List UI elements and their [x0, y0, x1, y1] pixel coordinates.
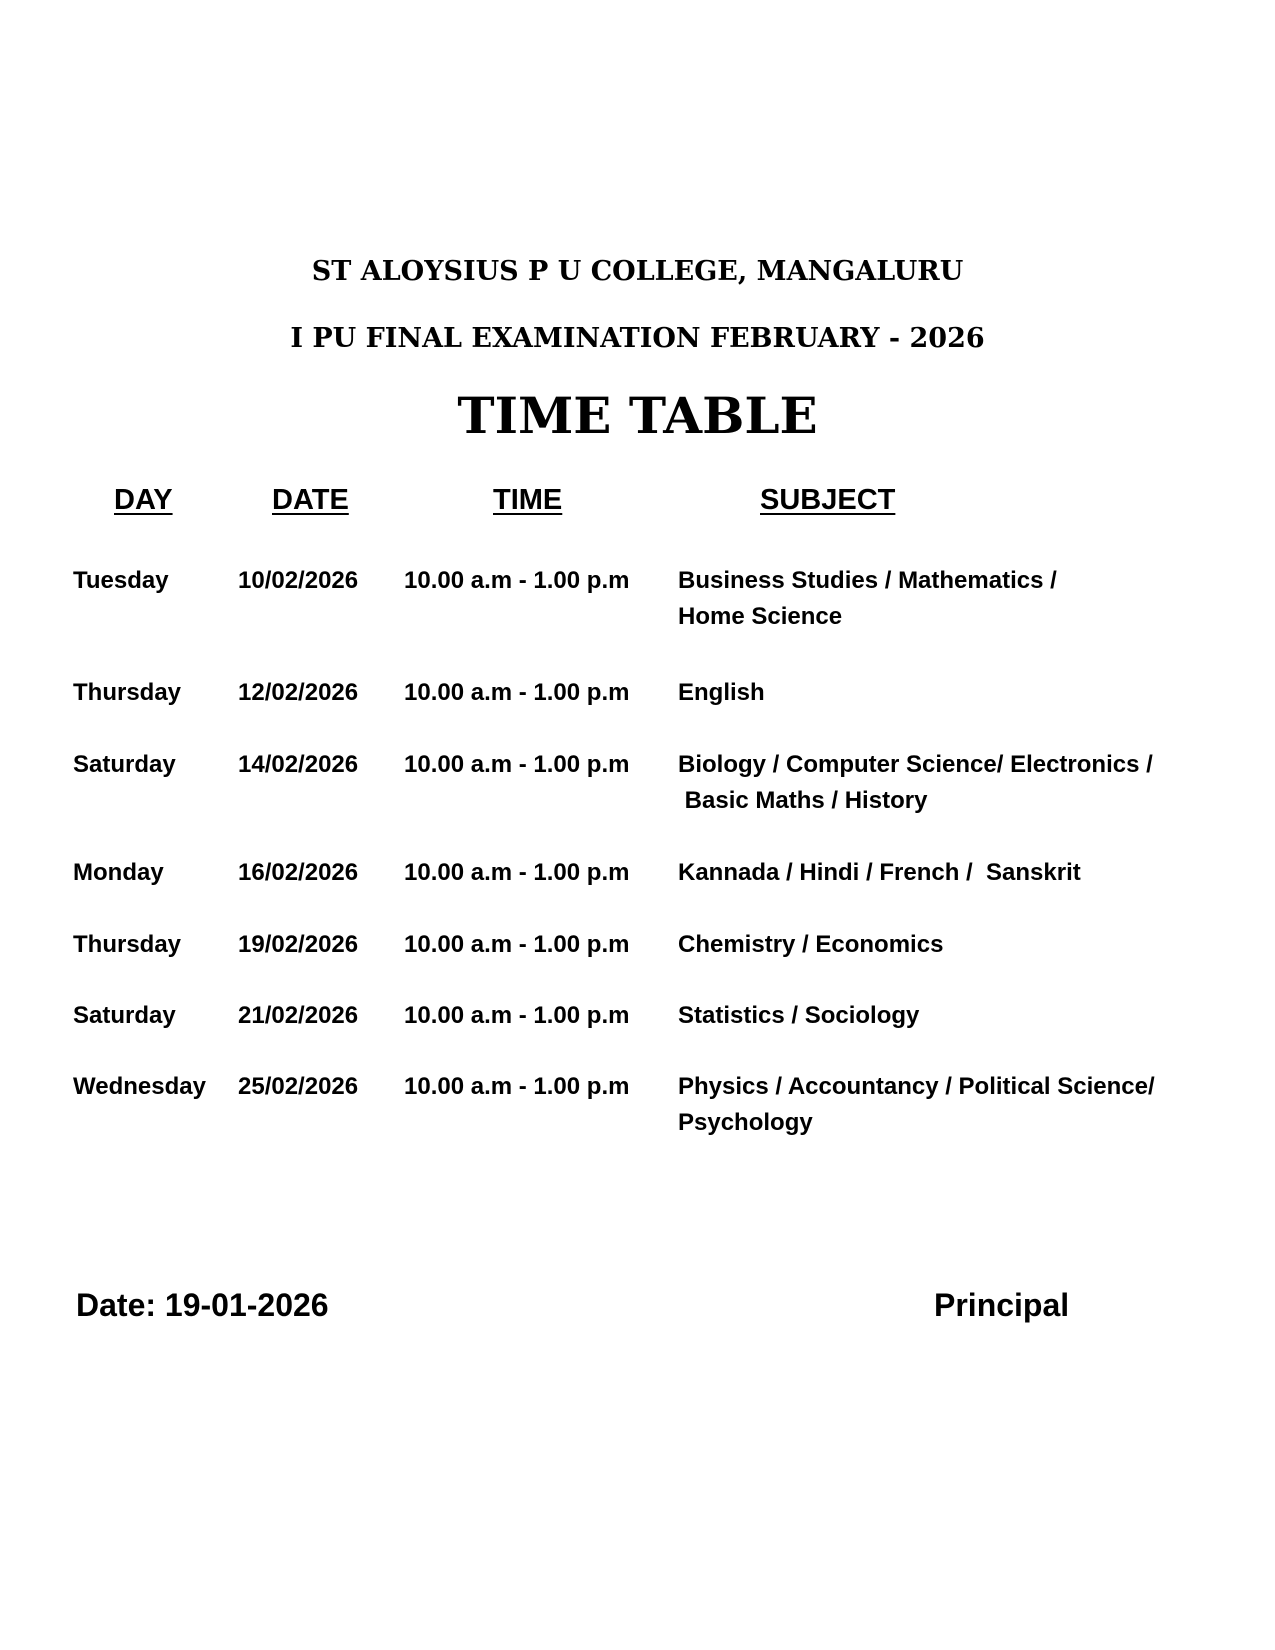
row-date: 12/02/2026 — [238, 679, 359, 706]
row-time: 10.00 a.m - 1.00 p.m — [404, 1002, 630, 1029]
column-header-day: DAY — [114, 484, 173, 516]
row-date: 25/02/2026 — [238, 1073, 359, 1100]
exam-title: I PU FINAL EXAMINATION FEBRUARY - 2026 — [290, 323, 985, 354]
row-date: 10/02/2026 — [238, 567, 359, 594]
row-subject-line: Statistics / Sociology — [678, 1002, 920, 1029]
row-time: 10.00 a.m - 1.00 p.m — [404, 751, 630, 778]
row-subject-line: Chemistry / Economics — [678, 931, 944, 958]
column-header-date: DATE — [272, 484, 349, 516]
row-subject — [678, 1069, 1218, 1141]
row-subject — [678, 747, 1218, 819]
row-time: 10.00 a.m - 1.00 p.m — [404, 931, 630, 958]
row-day: Saturday — [73, 751, 176, 778]
row-subject-line: Business Studies / Mathematics / — [678, 567, 1057, 594]
column-header-subject: SUBJECT — [760, 484, 896, 516]
row-subject — [678, 563, 1218, 635]
row-time: 10.00 a.m - 1.00 p.m — [404, 859, 630, 886]
row-subject-line: Physics / Accountancy / Political Science/ — [678, 1073, 1155, 1100]
signatory: Principal — [934, 1287, 1070, 1323]
row-date: 14/02/2026 — [238, 751, 359, 778]
page-title: TIME TABLE — [457, 386, 818, 445]
college-name: ST ALOYSIUS P U COLLEGE, MANGALURU — [311, 256, 964, 287]
row-subject — [678, 927, 1218, 963]
column-header-time: TIME — [493, 484, 563, 516]
row-subject — [678, 855, 1218, 891]
row-subject-line: Home Science — [678, 603, 843, 630]
row-subject-line: Kannada / Hindi / French / Sanskrit — [678, 859, 1081, 886]
row-subject — [678, 998, 1218, 1034]
row-day: Monday — [73, 859, 164, 886]
row-day: Saturday — [73, 1002, 176, 1029]
row-time: 10.00 a.m - 1.00 p.m — [404, 567, 630, 594]
row-day: Thursday — [73, 679, 182, 706]
row-subject-line: Psychology — [678, 1109, 813, 1136]
row-day: Tuesday — [73, 567, 169, 594]
row-subject — [678, 675, 1218, 711]
row-time: 10.00 a.m - 1.00 p.m — [404, 1073, 630, 1100]
row-date: 21/02/2026 — [238, 1002, 359, 1029]
row-subject-line: Biology / Computer Science/ Electronics / — [678, 751, 1153, 778]
issue-date: Date: 19-01-2026 — [76, 1287, 329, 1323]
row-day: Thursday — [73, 931, 182, 958]
row-day: Wednesday — [73, 1073, 206, 1100]
row-date: 16/02/2026 — [238, 859, 359, 886]
row-subject-line: English — [678, 679, 765, 706]
row-time: 10.00 a.m - 1.00 p.m — [404, 679, 630, 706]
row-date: 19/02/2026 — [238, 931, 359, 958]
row-subject-line: Basic Maths / History — [678, 787, 928, 814]
